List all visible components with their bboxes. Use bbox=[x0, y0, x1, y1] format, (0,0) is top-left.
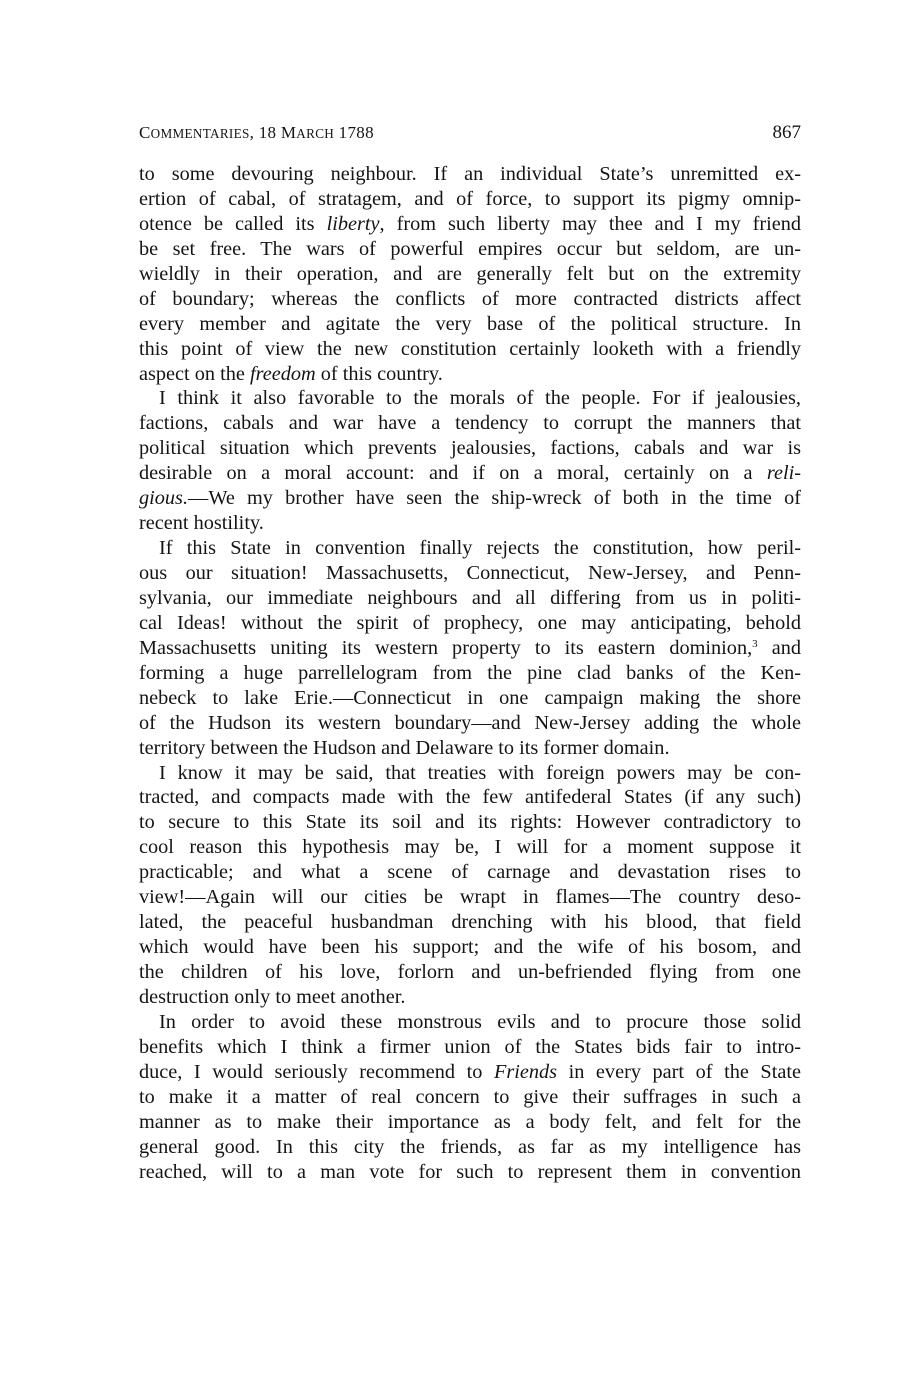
text-line bbox=[139, 611, 801, 636]
footnote-marker: this point of view the new constitution certainly looketh with a friendly bbox=[139, 337, 801, 360]
text-line bbox=[139, 262, 801, 287]
text-span: Friends bbox=[493, 1060, 558, 1083]
text-line bbox=[139, 835, 801, 860]
footnote-marker: of boundary; whereas the conflicts of more contracted districts affect bbox=[139, 287, 801, 310]
footnote-marker: forming a huge parrellelogram from the pine clad banks of the Ken- bbox=[139, 661, 801, 684]
page-header bbox=[139, 122, 801, 162]
text-line bbox=[139, 212, 801, 237]
footnote-marker: destruction only to meet another. bbox=[139, 985, 406, 1008]
footnote-marker: benefits which I think a firmer union of the States bids fair to intro- bbox=[139, 1035, 801, 1058]
text-line bbox=[139, 910, 801, 935]
page-number: 867 bbox=[772, 122, 801, 143]
footnote-marker: desirable on a moral account: and if on a moral, certainly on a bbox=[139, 462, 767, 485]
text-line bbox=[139, 810, 801, 835]
text-span: reli- bbox=[766, 462, 801, 485]
text-line bbox=[139, 436, 801, 461]
text-line bbox=[139, 312, 801, 337]
footnote-marker: be set free. The wars of powerful empires occur but seldom, are un- bbox=[139, 237, 801, 260]
footnote-marker: and bbox=[757, 636, 801, 659]
footnote-marker: wieldly in their operation, and are generally felt but on the extremity bbox=[139, 262, 801, 285]
footnote-marker: , from such liberty may thee and I my friend bbox=[379, 212, 801, 235]
text-line bbox=[139, 935, 801, 960]
footnote-marker: If this State in convention finally rejects the constitution, how peril- bbox=[159, 537, 801, 560]
footnote-marker: factions, cabals and war have a tendency to corrupt the manners that bbox=[139, 412, 801, 435]
footnote-marker: duce, I would seriously recommend to bbox=[139, 1060, 494, 1083]
text-line bbox=[139, 1060, 801, 1085]
text-line bbox=[139, 1135, 801, 1160]
footnote-marker: tracted, and compacts made with the few antifederal States (if any such) bbox=[139, 786, 801, 809]
footnote-marker: of this country. bbox=[315, 362, 443, 385]
text-line bbox=[139, 362, 801, 387]
footnote-marker: Massachusetts uniting its western property to its eastern dominion, bbox=[139, 636, 753, 659]
text-line bbox=[139, 411, 801, 436]
footnote-marker: general good. In this city the friends, as far as my intelligence has bbox=[139, 1135, 801, 1158]
text-span: gious. bbox=[139, 487, 189, 510]
text-line bbox=[139, 187, 801, 212]
footnote-marker: cal Ideas! without the spirit of prophecy, one may anticipating, behold bbox=[139, 611, 801, 634]
footnote-marker: the children of his love, forlorn and un-befriended flying from one bbox=[139, 961, 801, 983]
footnote-marker: I know it may be said, that treaties with foreign powers may be con- bbox=[159, 761, 801, 784]
text-span: freedom bbox=[249, 362, 316, 385]
text-line bbox=[139, 237, 801, 262]
footnote-marker: aspect on the bbox=[139, 362, 250, 385]
footnote-marker: which would have been his support; and the wife of his bosom, and bbox=[139, 936, 801, 959]
text-line bbox=[139, 511, 801, 536]
footnote-marker: practicable; and what a scene of carnage and devastation rises to bbox=[139, 861, 801, 884]
footnote-marker: manner as to make their importance as a body felt, and felt for the bbox=[139, 1110, 801, 1133]
footnote-marker: 3 bbox=[752, 637, 758, 650]
text-line bbox=[139, 661, 801, 686]
text-line bbox=[139, 985, 801, 1010]
text-line bbox=[139, 1035, 801, 1060]
footnote-marker: every member and agitate the very base of the political structure. In bbox=[139, 312, 801, 335]
text-line bbox=[139, 885, 801, 910]
footnote-marker: —We my brother have seen the ship-wreck of both in the time of bbox=[188, 487, 801, 510]
text-line bbox=[139, 162, 801, 187]
footnote-marker: of the Hudson its western boundary—and New-Jersey adding the whole bbox=[139, 711, 801, 734]
footnote-marker: lated, the peaceful husbandman drenching with his blood, that field bbox=[139, 911, 801, 934]
footnote-marker: In order to avoid these monstrous evils and to procure those solid bbox=[159, 1010, 801, 1033]
footnote-marker: ertion of cabal, of stratagem, and of force, to support its pigmy omnip- bbox=[139, 187, 801, 210]
text-line bbox=[139, 711, 801, 736]
text-line bbox=[139, 561, 801, 586]
text-line bbox=[139, 536, 801, 561]
footnote-marker: political situation which prevents jealousies, factions, cabals and war is bbox=[139, 437, 801, 460]
body-text bbox=[139, 162, 801, 1184]
footnote-marker: to secure to this State its soil and its rights: However contradictory to bbox=[139, 811, 801, 834]
footnote-marker: cool reason this hypothesis may be, I will for a moment suppose it bbox=[139, 836, 801, 859]
footnote-marker: reached, will to a man vote for such to represent them in convention bbox=[139, 1160, 801, 1183]
text-line bbox=[139, 486, 801, 511]
footnote-marker: view!—Again will our cities be wrapt in flames—The country deso- bbox=[139, 886, 801, 909]
text-line bbox=[139, 761, 801, 786]
footnote-marker: recent hostility. bbox=[139, 512, 264, 535]
text-line bbox=[139, 736, 801, 761]
text-line bbox=[139, 1085, 801, 1110]
document-page bbox=[139, 122, 801, 1184]
footnote-marker: nebeck to lake Erie.—Connecticut in one campaign making the shore bbox=[139, 686, 801, 709]
text-line bbox=[139, 1160, 801, 1185]
footnote-marker: to make it a matter of real concern to give their suffrages in such a bbox=[139, 1085, 801, 1108]
text-line bbox=[139, 960, 801, 985]
footnote-marker: territory between the Hudson and Delaware to its former domain. bbox=[139, 736, 670, 759]
footnote-marker: otence be called its bbox=[139, 212, 327, 235]
text-line bbox=[139, 686, 801, 711]
text-line bbox=[139, 586, 801, 611]
footnote-marker: I think it also favorable to the morals of the people. For if jealousies, bbox=[159, 387, 801, 410]
text-line bbox=[139, 337, 801, 362]
footnote-marker: to some devouring neighbour. If an individual State’s unremitted ex- bbox=[139, 163, 801, 185]
text-span: liberty bbox=[326, 212, 380, 235]
text-line bbox=[139, 860, 801, 885]
footnote-marker: sylvania, our immediate neighbours and all differing from us in politi- bbox=[139, 586, 801, 609]
text-line bbox=[139, 461, 801, 486]
text-line bbox=[139, 386, 801, 411]
footnote-marker: ous our situation! Massachusetts, Connecticut, New-Jersey, and Penn- bbox=[139, 562, 801, 584]
text-line bbox=[139, 287, 801, 312]
text-line bbox=[139, 785, 801, 810]
text-line bbox=[139, 1010, 801, 1035]
text-line bbox=[139, 636, 801, 661]
running-head: COMMENTARIES, 18 MARCH 1788 bbox=[139, 123, 374, 142]
text-line bbox=[139, 1110, 801, 1135]
footnote-marker: in every part of the State bbox=[557, 1060, 801, 1083]
